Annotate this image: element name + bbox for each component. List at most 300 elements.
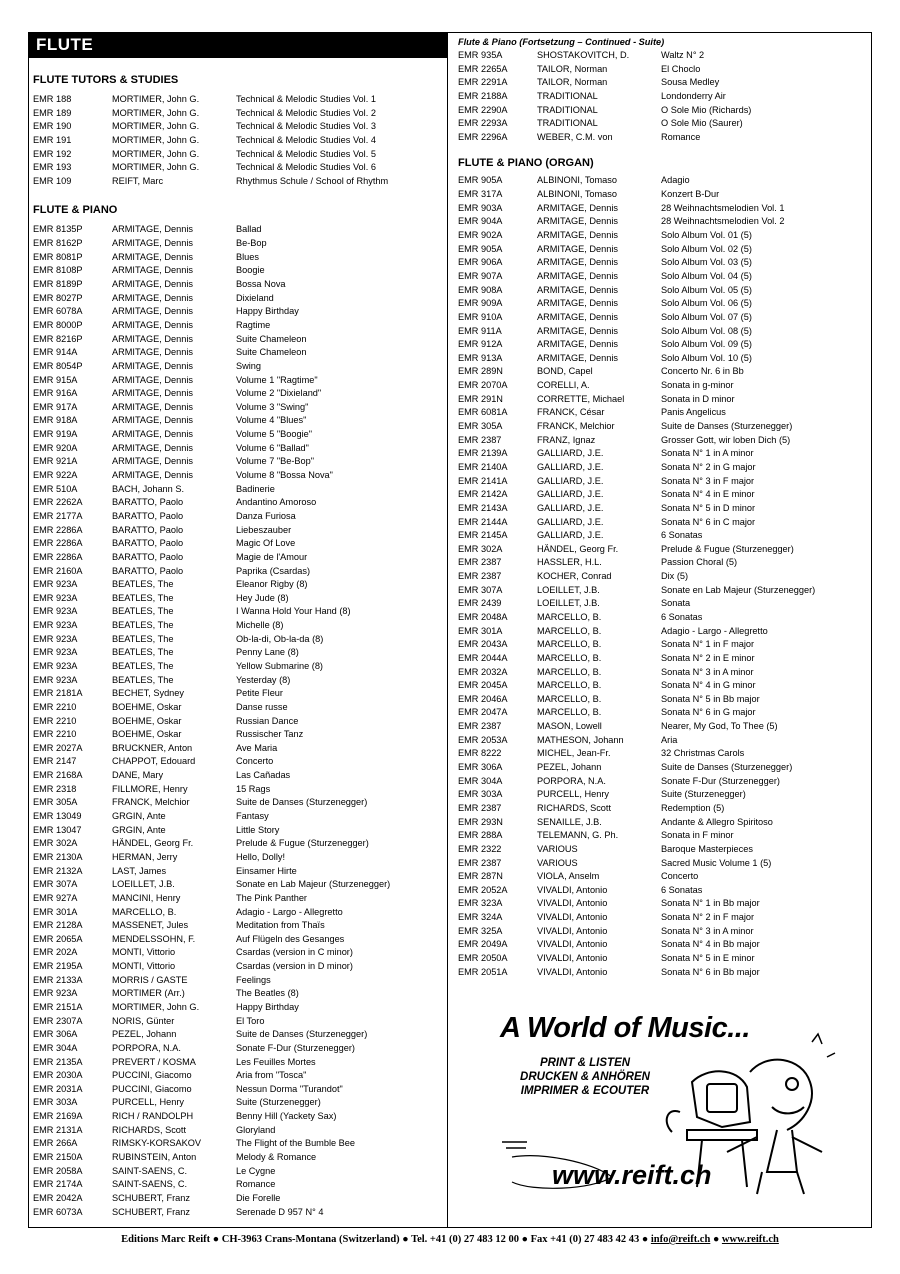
catalog-number: EMR 2147 <box>33 756 77 767</box>
catalog-row <box>33 1069 443 1083</box>
work-title: Hello, Dolly! <box>236 851 286 862</box>
composer-name: ARMITAGE, Dennis <box>112 279 194 290</box>
composer-name: BOEHME, Oskar <box>112 715 182 726</box>
work-title: Dix (5) <box>661 571 689 582</box>
catalog-row <box>458 625 868 639</box>
composer-name: WEBER, C.M. von <box>537 131 613 142</box>
catalog-number: EMR 2032A <box>458 666 508 677</box>
work-title: Konzert B-Dur <box>661 189 720 200</box>
ad-website-link[interactable]: www.reift.ch <box>552 1160 712 1190</box>
catalog-row <box>33 592 443 606</box>
work-title: 6 Sonatas <box>661 530 703 541</box>
work-title: Sonata N° 2 in G major <box>661 461 756 472</box>
catalog-row <box>458 720 868 734</box>
composer-name: ARMITAGE, Dennis <box>112 456 194 467</box>
work-title: Le Cygne <box>236 1165 276 1176</box>
catalog-row <box>458 652 868 666</box>
composer-name: VIVALDI, Antonio <box>537 884 608 895</box>
composer-name: KOCHER, Conrad <box>537 571 612 582</box>
catalog-number: EMR 6081A <box>458 407 508 418</box>
catalog-row <box>458 597 868 611</box>
composer-name: ALBINONI, Tomaso <box>537 189 617 200</box>
composer-name: PURCELL, Henry <box>112 1097 184 1108</box>
composer-name: BARATTO, Paolo <box>112 538 184 549</box>
composer-name: BEATLES, The <box>112 606 174 617</box>
catalog-number: EMR 927A <box>33 892 78 903</box>
catalog-row <box>33 251 443 265</box>
catalog-row <box>458 365 868 379</box>
work-title: Ballad <box>236 224 262 235</box>
catalog-row <box>458 325 868 339</box>
composer-name: VIVALDI, Antonio <box>537 939 608 950</box>
catalog-row <box>33 292 443 306</box>
catalog-row <box>458 543 868 557</box>
composer-name: ARMITAGE, Dennis <box>537 325 619 336</box>
work-title: Sonata N° 1 in Bb major <box>661 898 760 909</box>
composer-name: BARATTO, Paolo <box>112 510 184 521</box>
ad-tagline <box>500 1056 670 1098</box>
catalog-number: EMR 2046A <box>458 693 508 704</box>
catalog-row <box>33 728 443 742</box>
work-title: Londonderry Air <box>661 90 726 101</box>
composer-name: VIVALDI, Antonio <box>537 925 608 936</box>
work-title: Sonata N° 3 in A minor <box>661 925 754 936</box>
catalog-number: EMR 908A <box>458 284 503 295</box>
catalog-number: EMR 2031A <box>33 1083 83 1094</box>
catalog-row <box>33 374 443 388</box>
catalog-row <box>33 134 443 148</box>
work-title: Nearer, My God, To Thee (5) <box>661 721 778 732</box>
catalog-number: EMR 2050A <box>458 953 508 963</box>
work-title: Happy Birthday <box>236 1002 299 1012</box>
work-title: Adagio - Largo - Allegretto <box>236 906 343 917</box>
composer-name: ARMITAGE, Dennis <box>537 284 619 295</box>
section-title: FLUTE TUTORS & STUDIES <box>33 74 179 86</box>
work-title: El Choclo <box>661 63 701 74</box>
composer-name: LOEILLET, J.B. <box>537 598 600 609</box>
composer-name: RUBINSTEIN, Anton <box>112 1152 197 1163</box>
catalog-number: EMR 919A <box>33 429 78 440</box>
catalog-row <box>33 120 443 134</box>
work-title: Technical & Melodic Studies Vol. 6 <box>236 162 376 173</box>
work-title: Volume 2 "Dixieland" <box>236 388 322 399</box>
composer-name: MORTIMER, John G. <box>112 94 200 104</box>
catalog-row <box>33 865 443 879</box>
section-title: FLUTE & PIANO <box>33 204 118 217</box>
composer-name: ARMITAGE, Dennis <box>112 224 194 235</box>
work-title: Concerto Nr. 6 in Bb <box>661 366 744 377</box>
catalog-number: EMR 325A <box>458 925 503 936</box>
catalog-number: EMR 2043A <box>458 639 508 650</box>
catalog-number: EMR 2141A <box>458 475 508 486</box>
work-title: Sonata N° 2 in E minor <box>661 652 755 663</box>
composer-name: BEATLES, The <box>112 633 174 644</box>
catalog-number: EMR 13047 <box>33 824 82 835</box>
composer-name: MASSENET, Jules <box>112 920 189 931</box>
composer-name: VARIOUS <box>537 843 578 854</box>
composer-name: ARMITAGE, Dennis <box>112 333 194 344</box>
catalog-number: EMR 921A <box>33 456 78 467</box>
catalog-number: EMR 307A <box>458 584 503 595</box>
catalog-number: EMR 8135P <box>33 224 83 235</box>
work-title: Feelings <box>236 974 271 985</box>
catalog-row <box>458 775 868 789</box>
catalog-number: EMR 2139A <box>458 448 508 459</box>
catalog-number: EMR 2151A <box>33 1002 83 1012</box>
catalog-number: EMR 920A <box>33 442 78 453</box>
catalog-row <box>33 346 443 360</box>
catalog-row <box>33 1001 443 1015</box>
work-title: Waltz N° 2 <box>661 50 705 60</box>
composer-name: NORIS, Günter <box>112 1015 175 1026</box>
catalog-row <box>33 161 443 175</box>
work-title: Sonata N° 3 in A minor <box>661 666 754 677</box>
catalog-number: EMR 918A <box>33 415 78 426</box>
catalog-row <box>33 701 443 715</box>
catalog-number: EMR 2142A <box>458 489 508 500</box>
work-title: Technical & Melodic Studies Vol. 3 <box>236 121 376 132</box>
catalog-number: EMR 2070A <box>458 380 508 391</box>
catalog-row <box>458 502 868 516</box>
work-title: Suite Chameleon <box>236 347 307 358</box>
work-title: Sonata N° 1 in F major <box>661 639 755 650</box>
catalog-number: EMR 2387 <box>458 557 502 568</box>
keyboard-icon <box>687 1130 757 1140</box>
work-title: Solo Album Vol. 05 (5) <box>661 284 752 295</box>
catalog-number: EMR 304A <box>33 1042 78 1053</box>
composer-name: MORTIMER (Arr.) <box>112 988 185 999</box>
work-title: 28 Weihnachtsmelodien Vol. 2 <box>661 216 785 227</box>
work-title: Sonata N° 4 in G minor <box>661 680 756 691</box>
composer-name: BEATLES, The <box>112 674 174 685</box>
catalog-row <box>458 761 868 775</box>
catalog-row <box>33 305 443 319</box>
composer-name: HERMAN, Jerry <box>112 851 178 862</box>
catalog-number: EMR 2439 <box>458 598 502 609</box>
composer-name: TELEMANN, G. Ph. <box>537 830 619 841</box>
catalog-row <box>33 455 443 469</box>
composer-name: HASSLER, H.L. <box>537 557 602 568</box>
work-title: Sonata N° 5 in Bb major <box>661 693 760 704</box>
catalog-number: EMR 191 <box>33 134 72 145</box>
catalog-row <box>458 556 868 570</box>
composer-name: DANE, Mary <box>112 770 164 781</box>
work-title: Solo Album Vol. 09 (5) <box>661 339 752 350</box>
catalog-row <box>458 434 868 448</box>
catalog-row <box>458 788 868 802</box>
catalog-row <box>33 442 443 456</box>
work-title: Grosser Gott, wir loben Dich (5) <box>661 434 791 445</box>
catalog-row <box>33 933 443 947</box>
catalog-number: EMR 2027A <box>33 742 83 753</box>
composer-name: SHOSTAKOVITCH, D. <box>537 50 630 60</box>
composer-name: ARMITAGE, Dennis <box>112 415 194 426</box>
composer-name: BARATTO, Paolo <box>112 551 184 562</box>
footer <box>0 1234 900 1245</box>
catalog-number: EMR 287N <box>458 871 503 882</box>
work-title: The Beatles (8) <box>236 988 299 999</box>
composer-name: BARATTO, Paolo <box>112 524 184 535</box>
work-title: Boogie <box>236 265 265 276</box>
catalog-number: EMR 109 <box>33 175 72 186</box>
catalog-number: EMR 2168A <box>33 770 83 781</box>
catalog-row <box>458 229 868 243</box>
composer-name: ARMITAGE, Dennis <box>537 352 619 363</box>
footer-email-link[interactable]: info@reift.ch <box>650 1234 711 1245</box>
catalog-row <box>458 734 868 748</box>
composer-name: LAST, James <box>112 865 167 876</box>
composer-name: FRANCK, Melchior <box>537 421 615 432</box>
catalog-number: EMR 2262A <box>33 497 83 508</box>
catalog-row <box>458 311 868 325</box>
catalog-number: EMR 915A <box>33 374 78 385</box>
catalog-row <box>458 63 868 77</box>
ad-line-drucken: DRUCKEN & ANHÖREN <box>520 1071 650 1083</box>
catalog-row <box>33 1096 443 1110</box>
work-title: Passion Choral (5) <box>661 557 738 568</box>
composer-name: MORTIMER, John G. <box>112 121 200 132</box>
work-title: Sonate F-Dur (Sturzenegger) <box>236 1042 355 1053</box>
composer-name: TRADITIONAL <box>537 90 598 101</box>
work-title: Sonata N° 4 in E minor <box>661 489 755 500</box>
catalog-row <box>33 1015 443 1029</box>
catalog-row <box>33 565 443 579</box>
catalog-row <box>458 420 868 434</box>
work-title: Solo Album Vol. 07 (5) <box>661 311 752 322</box>
catalog-number: EMR 909A <box>458 298 503 309</box>
work-title: Redemption (5) <box>661 802 725 813</box>
work-title: Technical & Melodic Studies Vol. 1 <box>236 94 376 104</box>
catalog-row <box>33 510 443 524</box>
catalog-number: EMR 303A <box>458 789 503 800</box>
work-title: Ragtime <box>236 319 271 330</box>
work-title: Aria <box>661 734 678 745</box>
catalog-number: EMR 905A <box>458 243 503 254</box>
catalog-number: EMR 2140A <box>458 461 508 472</box>
composer-name: GRGIN, Ante <box>112 811 166 822</box>
catalog-number: EMR 2265A <box>458 63 508 74</box>
catalog-row <box>458 706 868 720</box>
catalog-number: EMR 2210 <box>33 715 77 726</box>
catalog-number: EMR 8081P <box>33 251 83 262</box>
work-title: Technical & Melodic Studies Vol. 5 <box>236 148 376 159</box>
work-title: Concerto <box>661 871 699 882</box>
catalog-row <box>458 843 868 857</box>
composer-name: ARMITAGE, Dennis <box>537 339 619 350</box>
work-title: Suite (Sturzenegger) <box>661 789 746 800</box>
catalog-row <box>33 93 443 107</box>
catalog-number: EMR 2177A <box>33 510 83 521</box>
footer-website-link[interactable]: www.reift.ch <box>721 1234 779 1245</box>
catalog-number: EMR 2128A <box>33 920 83 931</box>
catalog-row <box>33 278 443 292</box>
work-title: Volume 1 "Ragtime" <box>236 374 318 385</box>
composer-name: CORRETTE, Michael <box>537 393 625 404</box>
catalog-number: EMR 2387 <box>458 571 502 582</box>
catalog-number: EMR 6073A <box>33 1206 83 1217</box>
composer-name: BEATLES, The <box>112 620 174 631</box>
catalog-number: EMR 307A <box>33 879 78 890</box>
work-title: Einsamer Hirte <box>236 865 297 876</box>
catalog-row <box>458 570 868 584</box>
eye-icon <box>786 1078 798 1090</box>
composer-name: ARMITAGE, Dennis <box>537 270 619 281</box>
work-title: Aria from "Tosca" <box>236 1070 307 1081</box>
composer-name: MICHEL, Jean-Fr. <box>537 748 611 759</box>
catalog-number: EMR 2145A <box>458 530 508 541</box>
work-title: Prelude & Fugue (Sturzenegger) <box>661 543 794 554</box>
composer-name: BEATLES, The <box>112 579 174 590</box>
catalog-row <box>458 829 868 843</box>
composer-name: ARMITAGE, Dennis <box>112 306 194 317</box>
catalog-row <box>33 148 443 162</box>
catalog-number: EMR 2195A <box>33 961 83 972</box>
catalog-row <box>33 769 443 783</box>
work-title: Romance <box>661 131 701 142</box>
catalog-number: EMR 2160A <box>33 565 83 576</box>
catalog-number: EMR 911A <box>458 325 502 336</box>
catalog-number: EMR 2135A <box>33 1056 83 1067</box>
catalog-number: EMR 188 <box>33 94 72 104</box>
composer-name: BRUCKNER, Anton <box>112 742 193 753</box>
catalog-row <box>458 857 868 871</box>
work-title: 28 Weihnachtsmelodien Vol. 1 <box>661 202 785 213</box>
catalog-number: EMR 923A <box>33 606 78 617</box>
advertisement[interactable] <box>492 1012 840 1212</box>
catalog-number: EMR 913A <box>458 352 503 363</box>
composer-name: BOND, Capel <box>537 366 593 377</box>
work-title: Suite de Danses (Sturzenegger) <box>661 762 793 773</box>
composer-name: TAILOR, Norman <box>537 63 608 74</box>
work-title: Sonata N° 5 in E minor <box>661 953 755 963</box>
catalog-row <box>33 387 443 401</box>
composer-name: ARMITAGE, Dennis <box>112 401 194 412</box>
catalog-row <box>33 1151 443 1165</box>
catalog-number: EMR 2286A <box>33 538 83 549</box>
composer-name: ARMITAGE, Dennis <box>537 216 619 227</box>
catalog-number: EMR 8216P <box>33 333 83 344</box>
catalog-number: EMR 2181A <box>33 688 83 699</box>
composer-name: MARCELLO, B. <box>537 693 602 704</box>
catalog-number: EMR 2053A <box>458 734 508 745</box>
catalog-number: EMR 323A <box>458 898 503 909</box>
composer-name: HÄNDEL, Georg Fr. <box>112 838 194 849</box>
composer-name: SCHUBERT, Franz <box>112 1192 190 1203</box>
composer-name: MORTIMER, John G. <box>112 134 200 145</box>
catalog-number: EMR 907A <box>458 270 503 281</box>
catalog-row <box>458 679 868 693</box>
composer-name: VARIOUS <box>537 857 578 868</box>
work-title: Sonata N° 1 in A minor <box>661 448 754 459</box>
work-title: Be-Bop <box>236 238 267 249</box>
composer-name: ARMITAGE, Dennis <box>112 347 194 358</box>
work-title: Sonate en Lab Majeur (Sturzenegger) <box>236 879 391 890</box>
catalog-row <box>458 938 868 952</box>
catalog-number: EMR 910A <box>458 311 503 322</box>
catalog-number: EMR 2318 <box>33 783 77 794</box>
work-title: Happy Birthday <box>236 306 299 317</box>
composer-name: ARMITAGE, Dennis <box>112 238 194 249</box>
composer-name: MARCELLO, B. <box>537 666 602 677</box>
catalog-row <box>33 878 443 892</box>
catalog-row <box>33 674 443 688</box>
work-title: Technical & Melodic Studies Vol. 4 <box>236 134 376 145</box>
work-title: Benny Hill (Yackety Sax) <box>236 1111 337 1122</box>
catalog-number: EMR 2307A <box>33 1015 83 1026</box>
catalog-row <box>458 802 868 816</box>
catalog-row <box>33 783 443 797</box>
catalog-row <box>33 715 443 729</box>
character-head-icon <box>750 1060 812 1130</box>
work-title: Adagio - Largo - Allegretto <box>661 625 768 636</box>
work-title: Swing <box>236 360 262 371</box>
catalog-row <box>33 919 443 933</box>
catalog-number: EMR 2144A <box>458 516 508 527</box>
work-title: O Sole Mio (Saurer) <box>661 118 743 129</box>
work-title: Volume 6 "Ballad" <box>236 442 309 453</box>
catalog-row <box>458 584 868 598</box>
work-title: Little Story <box>236 824 280 835</box>
composer-name: MARCELLO, B. <box>537 707 602 718</box>
catalog-row <box>458 393 868 407</box>
catalog-row <box>458 270 868 284</box>
catalog-row <box>33 1165 443 1179</box>
composer-name: BACH, Johann S. <box>112 483 185 494</box>
catalog-number: EMR 302A <box>33 838 78 849</box>
work-title: Les Feuilles Mortes <box>236 1056 316 1067</box>
catalog-number: EMR 2058A <box>33 1165 83 1176</box>
catalog-number: EMR 8054P <box>33 360 83 371</box>
work-title: Volume 7 "Be-Bop" <box>236 456 315 467</box>
work-title: Csardas (version in C minor) <box>236 947 353 958</box>
composer-name: VIOLA, Anselm <box>537 871 600 882</box>
work-title: The Flight of the Bumble Bee <box>236 1138 355 1149</box>
work-title: Ob-la-di, Ob-la-da (8) <box>236 633 324 644</box>
catalog-number: EMR 905A <box>458 175 503 186</box>
composer-name: PURCELL, Henry <box>537 789 609 800</box>
work-title: Sonate en Lab Majeur (Sturzenegger) <box>661 584 816 595</box>
composer-name: FRANCK, César <box>537 407 605 418</box>
catalog-number: EMR 2286A <box>33 524 83 535</box>
work-title: Romance <box>236 1179 276 1190</box>
composer-name: TAILOR, Norman <box>537 77 608 88</box>
catalog-row <box>458 952 868 966</box>
page-title: FLUTE <box>28 32 447 58</box>
catalog-number: EMR 2290A <box>458 104 508 115</box>
work-title: Volume 8 "Bossa Nova" <box>236 470 333 481</box>
catalog-row <box>33 892 443 906</box>
work-title: Sonata in D minor <box>661 393 735 404</box>
catalog-number: EMR 291N <box>458 393 503 404</box>
work-title: Paprika (Csardas) <box>236 565 311 576</box>
catalog-row <box>33 906 443 920</box>
work-title: Solo Album Vol. 03 (5) <box>661 257 752 268</box>
ad-line-print: PRINT & LISTEN <box>539 1057 631 1069</box>
work-title: Panis Angelicus <box>661 407 726 418</box>
catalog-row <box>33 524 443 538</box>
catalog-row <box>33 469 443 483</box>
catalog-row <box>458 693 868 707</box>
catalog-row <box>33 428 443 442</box>
composer-name: GRGIN, Ante <box>112 824 166 835</box>
work-title: Solo Album Vol. 01 (5) <box>661 230 752 241</box>
work-title: Baroque Masterpieces <box>661 843 753 854</box>
catalog-number: EMR 903A <box>458 202 503 213</box>
catalog-row <box>33 1083 443 1097</box>
composer-name: MONTI, Vittorio <box>112 947 176 958</box>
work-title: Liebeszauber <box>236 524 292 535</box>
right-column <box>458 36 868 979</box>
